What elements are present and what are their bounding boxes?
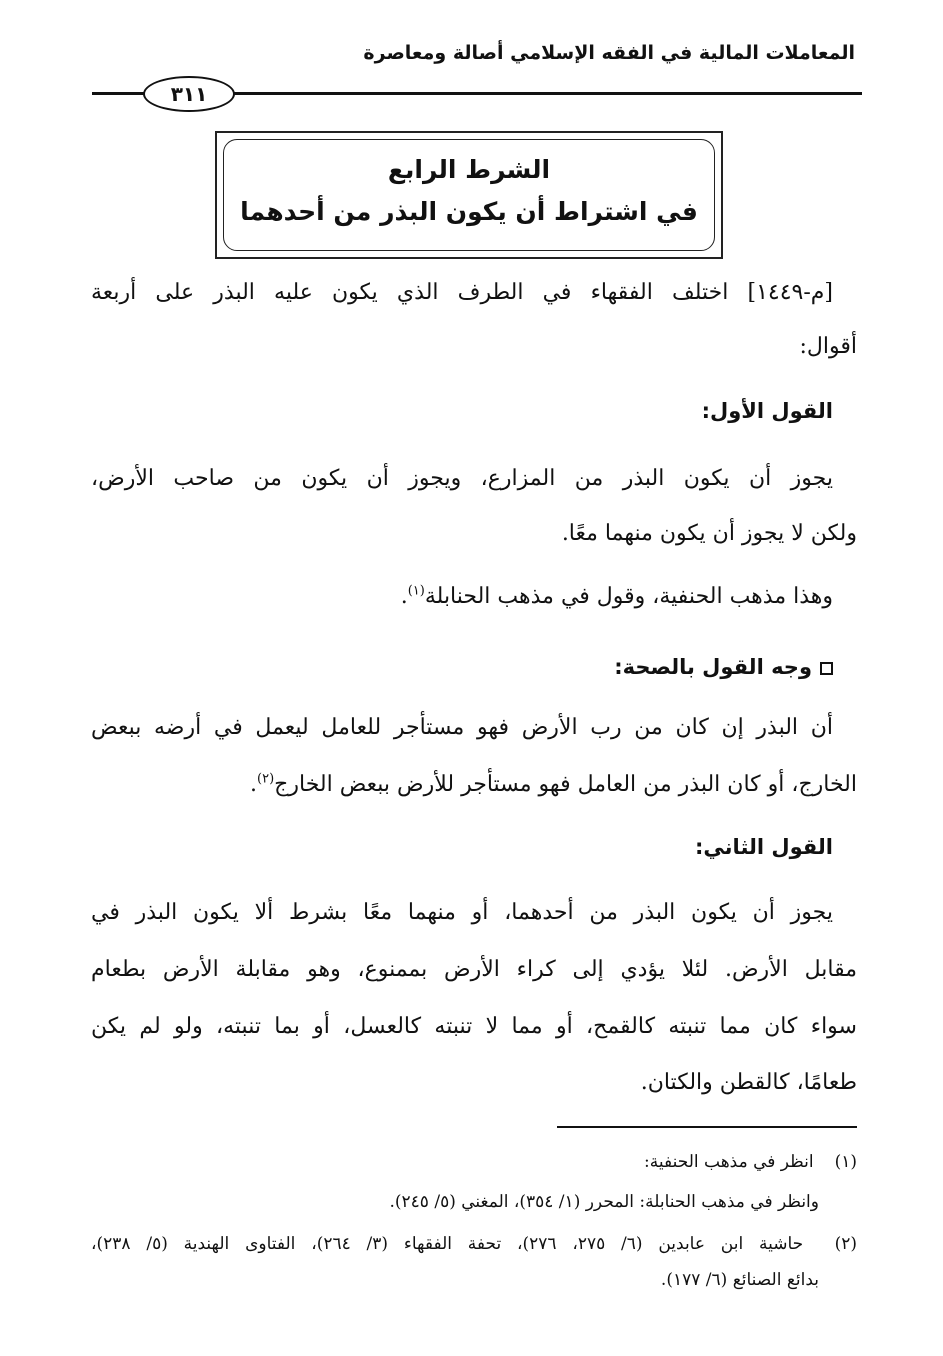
paragraph-3-text: وهذا مذهب الحنفية، وقول في مذهب الحنابلة [424, 584, 833, 609]
paragraph-4-end: . [250, 772, 258, 797]
section-title-line-2: في اشتراط أن يكون البذر من أحدهما [240, 197, 698, 226]
footnote-ref-1: (١) [407, 583, 425, 599]
paragraph-5-line-1: يجوز أن يكون البذر من أحدهما، أو منهما معًا بشرط ألا يكون البذر في [91, 900, 833, 925]
paragraph-3 [91, 582, 833, 612]
paragraph-2-line-1: يجوز أن يكون البذر من المزارع، ويجوز أن يكون من صاحب الأرض، [91, 466, 833, 491]
footnote-ref-2: (٢) [257, 771, 275, 787]
heading-first-opinion: القول الأول: [701, 399, 833, 423]
footnote-separator [557, 1126, 857, 1128]
paragraph-5-line-4: طعامًا، كالقطن والكتان. [640, 1070, 857, 1095]
footnote-2-line-1: حاشية ابن عابدين (٦/ ٢٧٥، ٢٧٦)، تحفة الفقهاء (٣/ ٢٦٤)، الفتاوى الهندية (٥/ ٢٣٨)، [91, 1234, 804, 1254]
section-title-box [215, 131, 723, 259]
footnote-2-line-2: بدائع الصنائع (٦/ ١٧٧). [660, 1270, 819, 1290]
checkbox-icon [820, 662, 833, 675]
running-title: المعاملات المالية في الفقه الإسلامي أصالة ومعاصرة [363, 42, 855, 64]
paragraph-4-line-1: أن البذر إن كان من رب الأرض فهو مستأجر للعامل ليعمل في أرضه ببعض [91, 715, 833, 740]
footnote-1-number: (١) [834, 1152, 857, 1172]
paragraph-2-line-2: ولكن لا يجوز أن يكون منهما معًا. [561, 521, 857, 546]
footnote-2-number: (٢) [834, 1234, 857, 1254]
footnote-2 [91, 1232, 857, 1256]
footnote-1-line-1: انظر في مذهب الحنفية: [644, 1152, 814, 1172]
paragraph-4-line-2-text: الخارج، أو كان البذر من العامل فهو مستأجر للأرض ببعض الخارج [274, 772, 857, 797]
heading-validity-reason [91, 652, 833, 682]
footnote-1 [91, 1150, 857, 1174]
footnote-1-line-2: وانظر في مذهب الحنابلة: المحرر (١/ ٣٥٤)، المغني (٥/ ٢٤٥). [389, 1192, 819, 1212]
paragraph-1-line-1: [م-١٤٤٩] اختلف الفقهاء في الطرف الذي يكون عليه البذر على أربعة [91, 280, 833, 305]
heading-second-opinion: القول الثاني: [695, 835, 833, 859]
section-title-line-1: الشرط الرابع [387, 155, 551, 184]
heading-validity-text: وجه القول بالصحة: [614, 655, 812, 679]
paragraph-3-end: . [400, 584, 408, 609]
page-number: ٣١١ [143, 76, 235, 112]
paragraph-4-line-2 [91, 770, 857, 800]
paragraph-5-line-2: مقابل الأرض. لئلا يؤدي إلى كراء الأرض بممنوع، وهو مقابلة الأرض بطعام [91, 957, 857, 982]
paragraph-5-line-3: سواء كان مما تنبته كالقمح، أو مما لا تنبته كالعسل، أو بما تنبته، ولو لم يكن [91, 1014, 857, 1039]
paragraph-1-line-2: أقوال: [799, 334, 857, 359]
